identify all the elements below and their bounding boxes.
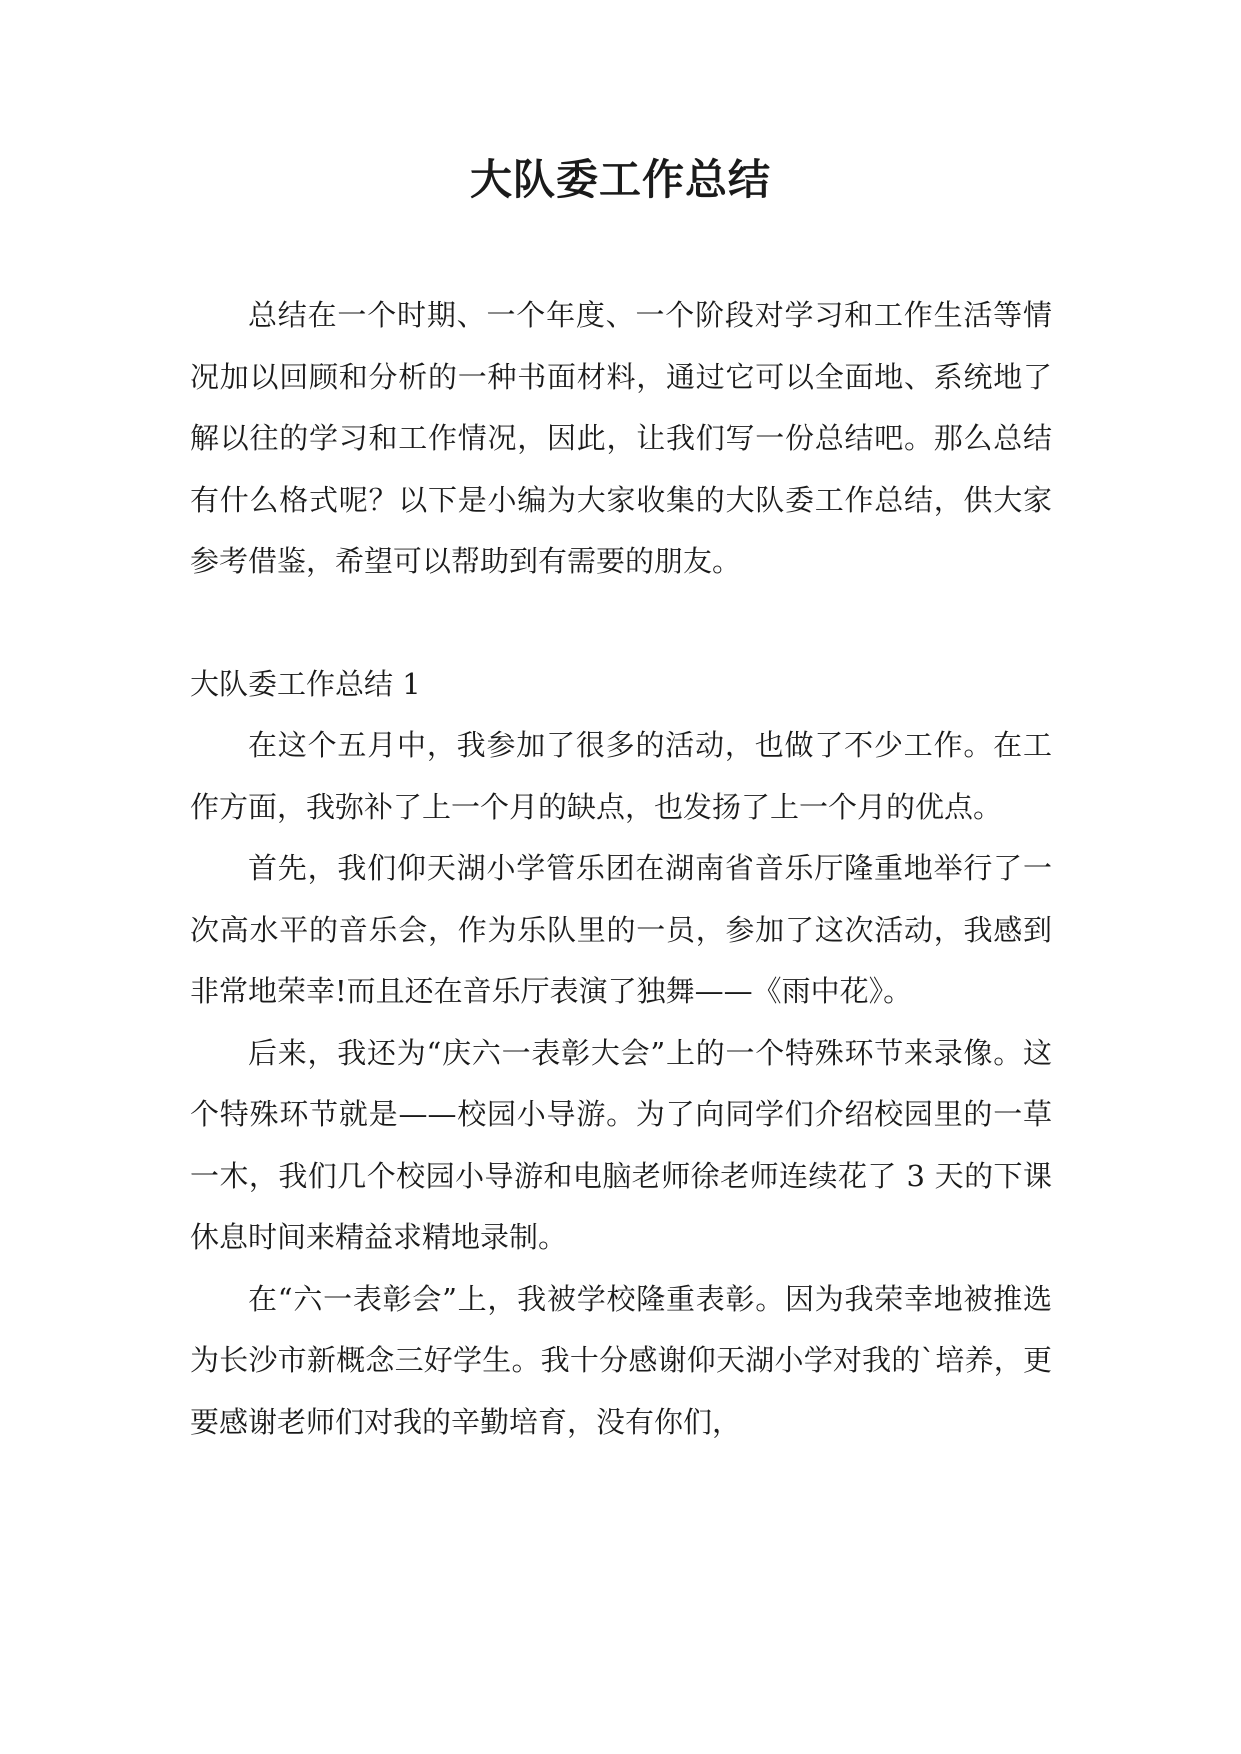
section-title: 大队委工作总结 1 [190,666,421,701]
body-paragraph: 首先，我们仰天湖小学管乐团在湖南省音乐厅隆重地举行了一次高水平的音乐会，作为乐队里的一员，参加了这次活动，我感到非常地荣幸!而且还在音乐厅表演了独舞——《雨中花》。 [190,851,1052,1008]
document-body [190,285,1052,1453]
document-title: 大队委工作总结 [469,155,771,204]
body-paragraph: 在这个五月中，我参加了很多的活动，也做了不少工作。在工作方面，我弥补了上一个月的缺点，也发扬了上一个月的优点。 [190,728,1052,824]
intro-paragraph: 总结在一个时期、一个年度、一个阶段对学习和工作生活等情况加以回顾和分析的一种书面材料，通过它可以全面地、系统地了解以往的学习和工作情况，因此，让我们写一份总结吧。那么总结有什么格式呢？以下是小编为大家收集的大队委工作总结，供大家参考借鉴，希望可以帮助到有需要的朋友。 [190,298,1052,578]
body-paragraph: 后来，我还为“庆六一表彰大会”上的一个特殊环节来录像。这个特殊环节就是——校园小导游。为了向同学们介绍校园里的一草一木，我们几个校园小导游和电脑老师徐老师连续花了 3 天的下课休息时间来精益求精地录制。 [190,1035,1052,1254]
body-paragraph: 在“六一表彰会”上，我被学校隆重表彰。因为我荣幸地被推选为长沙市新概念三好学生。我十分感谢仰天湖小学对我的`培养，更要感谢老师们对我的辛勤培育，没有你们， [190,1281,1052,1439]
